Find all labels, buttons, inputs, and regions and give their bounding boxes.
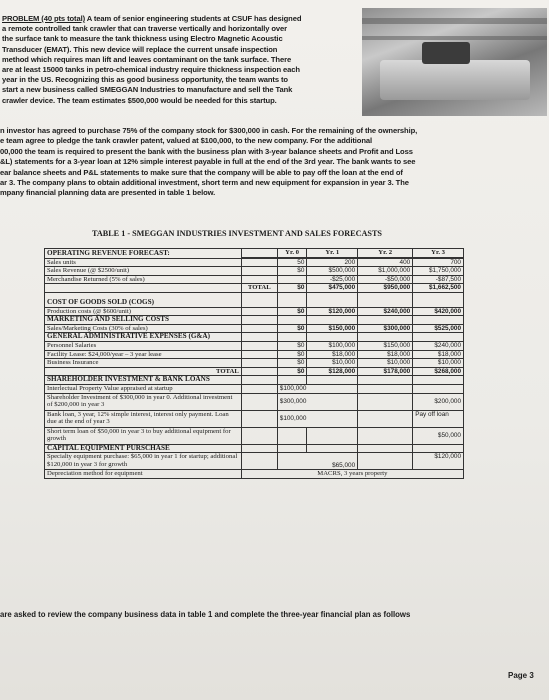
table-cell: $0 xyxy=(277,367,307,376)
row-label: Production costs (@ $600/unit) xyxy=(45,307,242,316)
table-cell: $0 xyxy=(277,324,307,333)
row-label: Sales units xyxy=(45,258,242,267)
table-cell: $100,000 xyxy=(307,341,358,350)
table-cell: $100,000 xyxy=(277,384,357,393)
table-cell: $18,000 xyxy=(307,350,358,359)
table-row xyxy=(45,258,464,267)
row-label: Merchandise Returned (5% of sales) xyxy=(45,275,242,284)
problem-paragraph xyxy=(2,14,354,106)
table-cell: $240,000 xyxy=(413,341,464,350)
section-header: COST OF GOODS SOLD (COGS) xyxy=(45,292,242,307)
problem-line: A team of senior engineering students at CSUF has designed xyxy=(85,14,302,23)
table-cell: $950,000 xyxy=(358,284,413,293)
row-label: Short term loan of $50,000 in year 3 to buy additional equipment for growth xyxy=(45,427,242,444)
section-header: MARKETING AND SELLING COSTS xyxy=(45,316,242,325)
row-label: Sales/Marketing Costs (30% of sales) xyxy=(45,324,242,333)
table-row xyxy=(45,359,464,368)
investor-line: e team agree to pledge the tank crawler patent, valued at $100,000, to the new company. For the additional xyxy=(0,136,373,146)
table-cell: $178,000 xyxy=(358,367,413,376)
table-cell: $300,000 xyxy=(277,393,357,410)
table-cell: $150,000 xyxy=(307,324,358,333)
table-cell: $0 xyxy=(277,341,307,350)
table-cell: MACRS, 3 years property xyxy=(241,470,463,479)
table-cell: $100,000 xyxy=(277,410,357,427)
investor-line: ar 3. The company plans to obtain additional investment, short term and new equipment for expansion in year 3. The xyxy=(0,178,409,188)
problem-line: Transducer (EMAT). This new device will replace the current unsafe inspection xyxy=(2,44,278,54)
table-cell: $10,000 xyxy=(358,359,413,368)
row-label: Personnel Salaries xyxy=(45,341,242,350)
table-row xyxy=(45,393,464,410)
problem-line: start a new business called SMEGGAN Industries to manufacture and sell the Tank xyxy=(2,85,293,95)
tank-shape xyxy=(380,60,530,100)
operating-header: OPERATING REVENUE FORECAST: xyxy=(45,249,242,259)
investor-paragraph xyxy=(0,126,546,199)
table-cell: $120,000 xyxy=(307,307,358,316)
table-cell: $200,000 xyxy=(413,393,464,410)
problem-line: are at least 15000 tanks in petro-chemical industry require thickness inspection each xyxy=(2,65,300,75)
table-row xyxy=(45,249,464,258)
table-row xyxy=(45,376,464,385)
year-header: Yr. 0 xyxy=(277,249,307,258)
table-cell: Pay off loan xyxy=(413,410,464,427)
table-cell: $10,000 xyxy=(307,359,358,368)
table-cell: $65,000 xyxy=(277,453,357,470)
table-row xyxy=(45,444,464,453)
table-row xyxy=(45,316,464,325)
problem-line: the surface tank to measure the tank thickness using Electro Magnetic Acoustic xyxy=(2,34,283,44)
table-row xyxy=(45,333,464,342)
problem-line: method which requires man lift and leaves contaminant on the tank surface. There xyxy=(2,54,292,64)
investor-line: 00,000 the team is required to present the bank with the business plan with 3-year balance sheets and Profit and Loss xyxy=(0,146,413,156)
row-label: Shareholder Investment of $300,000 in year 0. Additional investment of $200,000 in year 3 xyxy=(45,393,242,410)
table-cell: $1,662,500 xyxy=(413,284,464,293)
row-label: Sales Revenue (@ $2500/unit) xyxy=(45,267,242,276)
table-row xyxy=(45,341,464,350)
year-header: Yr. 1 xyxy=(307,249,358,258)
table-cell: $500,000 xyxy=(307,267,358,276)
table-row xyxy=(45,453,464,470)
table-cell: $50,000 xyxy=(413,427,464,444)
table-cell: $0 xyxy=(277,350,307,359)
table-cell: $475,000 xyxy=(307,284,358,293)
closing-text: are asked to review the company business data in table 1 and complete the three-year financial plan as follows xyxy=(0,610,411,619)
crawler-shape xyxy=(422,42,470,64)
problem-line: a remote controlled tank crawler that can traverse vertically and horizontally over xyxy=(2,24,288,34)
table-cell: 700 xyxy=(413,258,464,267)
row-label: Business Insurance xyxy=(45,359,242,368)
row-label: Specialty equipment purchase: $65,000 in year 1 for startup; additional $120,000 in year 3 for growth xyxy=(45,453,242,470)
total-label: TOTAL xyxy=(45,367,242,376)
table-row xyxy=(45,410,464,427)
section-header: GENERAL ADMINISTRATIVE EXPENSES (G&A) xyxy=(45,333,242,342)
total-label: TOTAL xyxy=(241,284,277,293)
table-row xyxy=(45,275,464,284)
table-row xyxy=(45,350,464,359)
table-cell: $420,000 xyxy=(413,307,464,316)
table-cell: $268,000 xyxy=(413,367,464,376)
row-label: Interlectual Property Value appraised at startup xyxy=(45,384,242,393)
table-row xyxy=(45,284,464,293)
table-cell: $0 xyxy=(277,307,307,316)
investor-line: &L) statements for a 3-year loan at 12% simple interest payable in full at the end of the 3rd year. The bank wants to see xyxy=(0,157,416,167)
table-cell: 200 xyxy=(307,258,358,267)
table-title: TABLE 1 - SMEGGAN INDUSTRIES INVESTMENT AND SALES FORECASTS xyxy=(92,229,382,238)
table-cell: $18,000 xyxy=(413,350,464,359)
table-cell: $120,000 xyxy=(413,453,464,470)
table-row xyxy=(45,470,464,479)
table-cell: $10,000 xyxy=(413,359,464,368)
table-cell: $18,000 xyxy=(358,350,413,359)
problem-line: year in the US. Recognizing this as good business opportunity, the team wants to xyxy=(2,75,288,85)
problem-title: PROBLEM (40 pts total) xyxy=(2,14,86,23)
problem-line: crawler device. The team estimates $500,000 would be needed for this startup. xyxy=(2,95,277,105)
table-cell: $0 xyxy=(277,284,307,293)
table-cell: $0 xyxy=(277,267,307,276)
table-cell: 400 xyxy=(358,258,413,267)
year-header: Yr. 2 xyxy=(358,249,413,258)
forecast-table xyxy=(44,248,464,479)
page-number: Page 3 xyxy=(508,671,534,680)
investor-line: ear balance sheets and P&L statements to make sure that the company will be able to pay off the loan at the end of xyxy=(0,167,403,177)
table-cell: $300,000 xyxy=(358,324,413,333)
section-header: CAPITAL EQUIPMENT PURSCHASE xyxy=(45,444,242,453)
table-row xyxy=(45,267,464,276)
table-cell: -$50,000 xyxy=(358,275,413,284)
row-label: Depreciation method for equipment xyxy=(45,470,242,479)
table-cell: $525,000 xyxy=(413,324,464,333)
table-row xyxy=(45,427,464,444)
tank-crawler-photo xyxy=(362,8,547,116)
year-header: Yr. 3 xyxy=(413,249,464,258)
table-cell: -$25,000 xyxy=(307,275,358,284)
table-cell: $150,000 xyxy=(358,341,413,350)
table-cell: -$87,500 xyxy=(413,275,464,284)
row-label: Facility Lease: $24,000/year – 3 year lease xyxy=(45,350,242,359)
table-cell xyxy=(241,249,277,258)
investor-line: n investor has agreed to purchase 75% of the company stock for $300,000 in cash. For the remaining of the ownership, xyxy=(0,126,418,135)
table-cell: $128,000 xyxy=(307,367,358,376)
table-row xyxy=(45,384,464,393)
table-cell: $1,000,000 xyxy=(358,267,413,276)
section-header: SHAREHOLDER INVESTMENT & BANK LOANS xyxy=(45,376,242,385)
investor-line: mpany financial planning data are presented in table 1 below. xyxy=(0,188,216,198)
table-cell: $0 xyxy=(277,359,307,368)
table-cell: $240,000 xyxy=(358,307,413,316)
table-row xyxy=(45,292,464,307)
table-cell: $1,750,000 xyxy=(413,267,464,276)
row-label: Bank loan, 3 year, 12% simple interest, interest only payment. Loan due at the end of year 3 xyxy=(45,410,242,427)
table-cell: 50 xyxy=(277,258,307,267)
